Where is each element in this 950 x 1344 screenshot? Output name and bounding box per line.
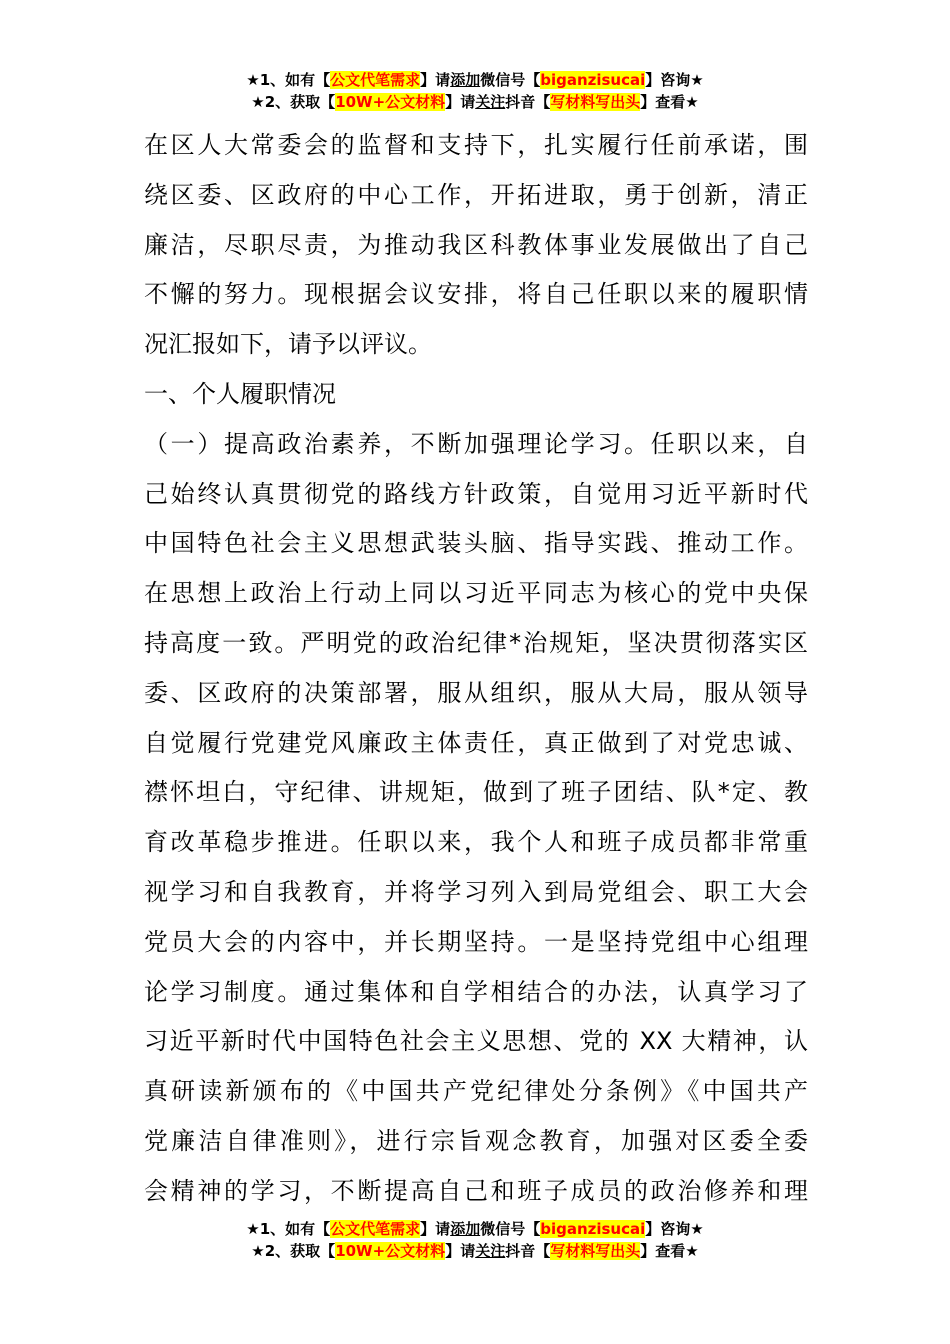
body-line: 在区人大常委会的监督和支持下，扎实履行任前承诺，围: [144, 131, 808, 159]
body-line: 党员大会的内容中，并长期坚持。一是坚持党组中心组理: [144, 927, 808, 956]
body-line: 自觉履行党建党风廉政主体责任，真正做到了对党忠诚、: [144, 728, 808, 757]
body-line: 视学习和自我教育，并将学习列入到局党组会、职工大会: [144, 877, 808, 906]
highlight-wechat-id: biganzisucai: [540, 71, 646, 89]
highlight-materials: 10W+公文材料: [335, 1242, 446, 1260]
body-line: 况汇报如下，请予以评议。: [144, 330, 432, 359]
body-line: 中国特色社会主义思想武装头脑、指导实践、推动工作。: [144, 529, 808, 558]
banner-top: [0, 69, 950, 113]
highlight-materials: 10W+公文材料: [335, 93, 446, 111]
banner-line-1: ★1、如有【公文代笔需求】请添加微信号【biganzisucai】咨询★: [246, 71, 704, 89]
highlight-service: 公文代笔需求: [330, 1220, 421, 1238]
body-line: 习近平新时代中国特色社会主义思想、党的 XX 大精神，认: [144, 1027, 808, 1056]
banner-line-1: ★1、如有【公文代笔需求】请添加微信号【biganzisucai】咨询★: [246, 1220, 704, 1238]
body-line: 持高度一致。严明党的政治纪律*治规矩，坚决贯彻落实区: [144, 628, 808, 657]
body-line: 委、区政府的决策部署，服从组织，服从大局，服从领导: [144, 678, 808, 707]
highlight-service: 公文代笔需求: [330, 71, 421, 89]
highlight-douyin: 写材料写出头: [550, 1242, 641, 1260]
document-body: [144, 121, 808, 1217]
body-line: 不懈的努力。现根据会议安排，将自己任职以来的履职情: [144, 280, 808, 309]
highlight-wechat-id: biganzisucai: [540, 1220, 646, 1238]
body-line: 在思想上政治上行动上同以习近平同志为核心的党中央保: [144, 579, 808, 608]
body-line: 真研读新颁布的《中国共产党纪律处分条例》《中国共产: [144, 1077, 808, 1106]
body-line: 廉洁，尽职尽责，为推动我区科教体事业发展做出了自己: [144, 230, 808, 259]
body-line: 论学习制度。通过集体和自学相结合的办法，认真学习了: [144, 977, 808, 1006]
highlight-douyin: 写材料写出头: [550, 93, 641, 111]
body-line: 襟怀坦白，守纪律、讲规矩，做到了班子团结、队*定、教: [144, 778, 808, 807]
body-line: 绕区委、区政府的中心工作，开拓进取，勇于创新，清正: [144, 180, 808, 209]
body-line: （一）提高政治素养，不断加强理论学习。任职以来，自: [144, 429, 808, 458]
section-heading: 一、个人履职情况: [144, 379, 336, 408]
body-line: 党廉洁自律准则》，进行宗旨观念教育，加强对区委全委: [144, 1126, 808, 1155]
banner-line-2: ★2、获取【10W+公文材料】请关注抖音【写材料写出头】查看★: [251, 93, 699, 111]
banner-bottom: [0, 1218, 950, 1262]
body-line: 己始终认真贯彻党的路线方针政策，自觉用习近平新时代: [144, 479, 808, 508]
banner-line-2: ★2、获取【10W+公文材料】请关注抖音【写材料写出头】查看★: [251, 1242, 699, 1260]
body-line: 会精神的学习，不断提高自己和班子成员的政治修养和理: [144, 1176, 808, 1205]
body-line: 育改革稳步推进。任职以来，我个人和班子成员都非常重: [144, 828, 808, 857]
